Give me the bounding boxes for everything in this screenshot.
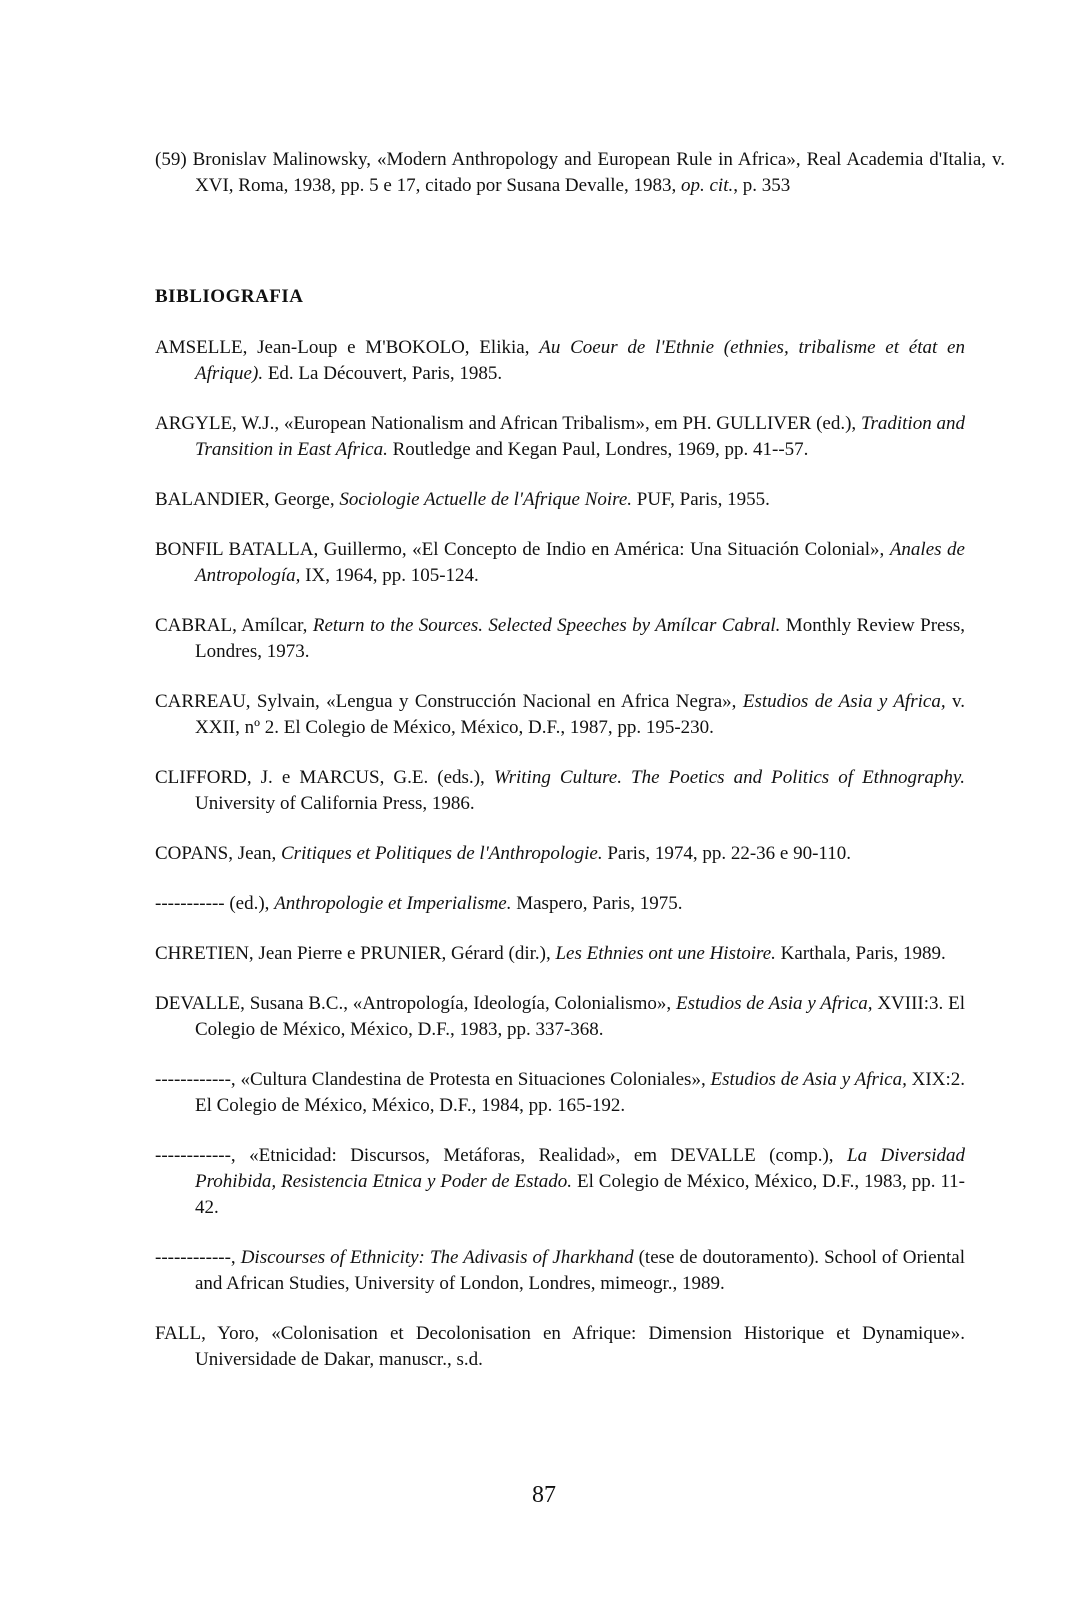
section-heading: BIBLIOGRAFIA (155, 286, 304, 307)
bibliography-entry: ------------, «Cultura Clandestina de Protesta en Situaciones Coloniales», Estudios de Asia y Africa, XIX:2. El Colegio de México, México, D.F., 1984, pp. 165-192. (155, 1069, 965, 1116)
bibliography-entry: DEVALLE, Susana B.C., «Antropología, Ideología, Colonialismo», Estudios de Asia y Africa, XVIII:3. El Colegio de México, México, D.F., 1983, pp. 337-368. (155, 993, 965, 1040)
footnote-59: (59) Bronislav Malinowsky, «Modern Anthropology and European Rule in Africa», Real Academia d'Italia, v. XVI, Roma, 1938, pp. 5 e 17, citado por Susana Devalle, 1983, op. cit., p. 353 (155, 149, 1005, 196)
page-number: 87 (532, 1482, 556, 1508)
bibliography-entry: COPANS, Jean, Critiques et Politiques de l'Anthropologie. Paris, 1974, pp. 22-36 e 90-110. (155, 843, 851, 864)
bibliography-entry: CHRETIEN, Jean Pierre e PRUNIER, Gérard (dir.), Les Ethnies ont une Histoire. Karthala, Paris, 1989. (155, 943, 946, 964)
bibliography-entry: FALL, Yoro, «Colonisation et Decolonisation en Afrique: Dimension Historique et Dynamique». Universidade de Dakar, manuscr., s.d. (155, 1323, 965, 1370)
bibliography-entry: AMSELLE, Jean-Loup e M'BOKOLO, Elikia, Au Coeur de l'Ethnie (ethnies, tribalisme et état en Afrique). Ed. La Découvert, Paris, 1985. (155, 337, 965, 384)
bibliography-entry: CARREAU, Sylvain, «Lengua y Construcción Nacional en Africa Negra», Estudios de Asia y Africa, v. XXII, nº 2. El Colegio de México, México, D.F., 1987, pp. 195-230. (155, 691, 965, 738)
bibliography-entry: BONFIL BATALLA, Guillermo, «El Concepto de Indio en América: Una Situación Colonial», Anales de Antropología, IX, 1964, pp. 105-124. (155, 539, 965, 586)
bibliography-entry: BALANDIER, George, Sociologie Actuelle de l'Afrique Noire. PUF, Paris, 1955. (155, 489, 770, 510)
bibliography-entry: ------------, Discourses of Ethnicity: The Adivasis of Jharkhand (tese de doutoramento). School of Oriental and African Studies, University of London, Londres, mimeogr., 1989. (155, 1247, 965, 1294)
bibliography-entry: CLIFFORD, J. e MARCUS, G.E. (eds.), Writing Culture. The Poetics and Politics of Ethnography. University of California Press, 1986. (155, 767, 965, 814)
bibliography-entry: CABRAL, Amílcar, Return to the Sources. Selected Speeches by Amílcar Cabral. Monthly Review Press, Londres, 1973. (155, 615, 965, 662)
bibliography-entry: ARGYLE, W.J., «European Nationalism and African Tribalism», em PH. GULLIVER (ed.), Tradition and Transition in East Africa. Routledge and Kegan Paul, Londres, 1969, pp. 41--57. (155, 413, 965, 460)
bibliography-entry: ------------, «Etnicidad: Discursos, Metáforas, Realidad», em DEVALLE (comp.), La Diversidad Prohibida, Resistencia Etnica y Poder de Estado. El Colegio de México, México, D.F., 1983, pp. 11-42. (155, 1145, 966, 1218)
bibliography-list (155, 335, 965, 1397)
bibliography-entry: ----------- (ed.), Anthropologie et Imperialisme. Maspero, Paris, 1975. (155, 893, 683, 914)
